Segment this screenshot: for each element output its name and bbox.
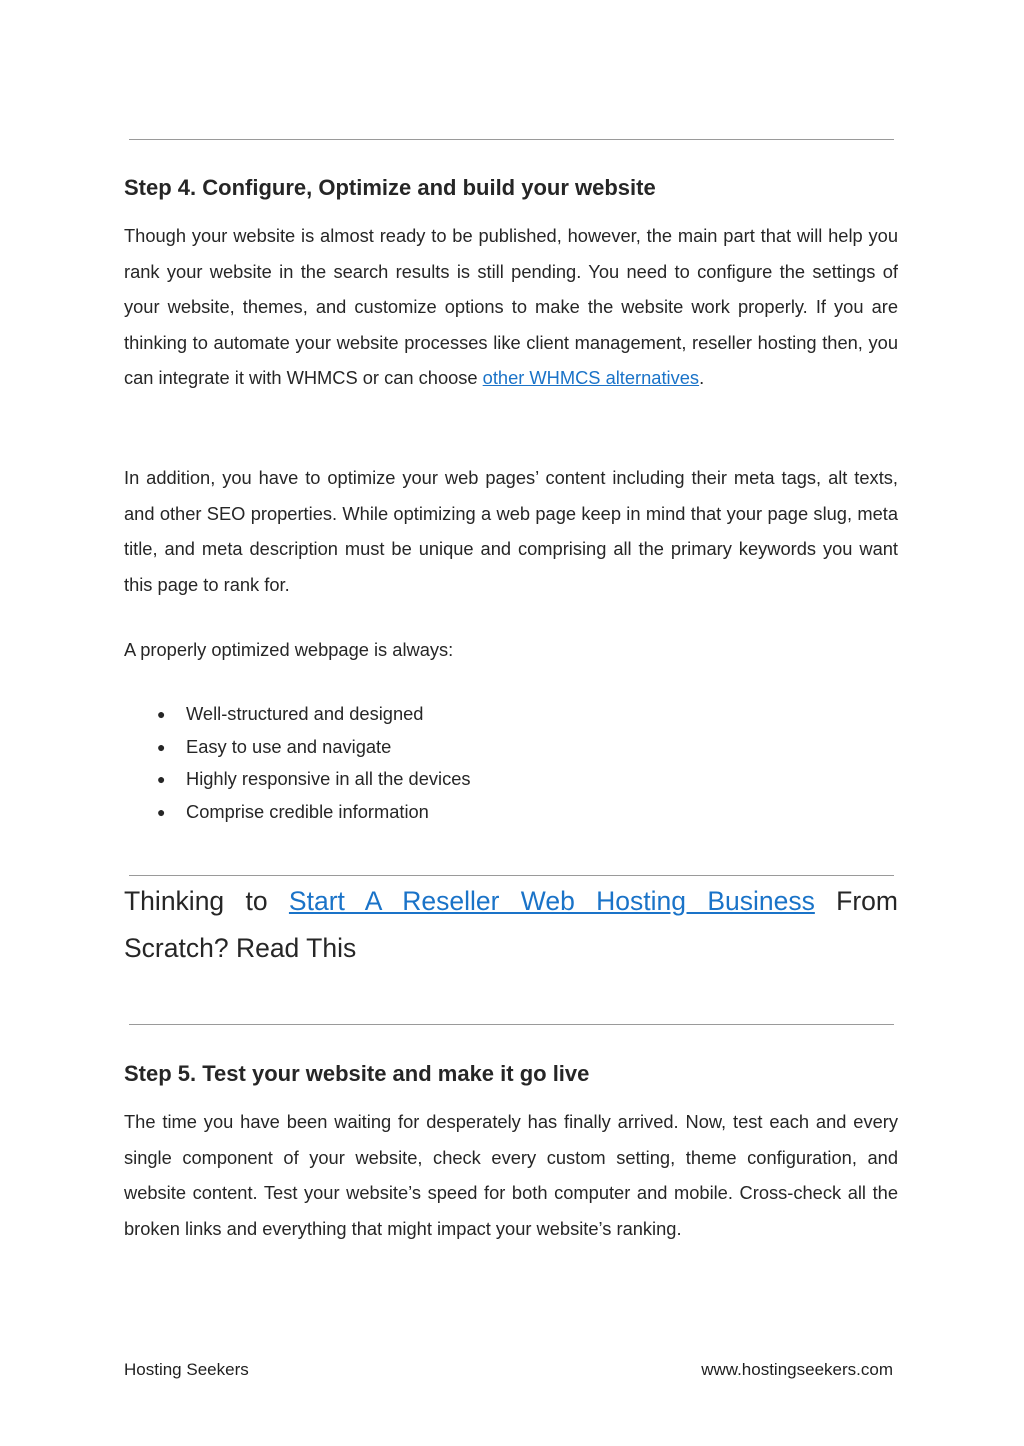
footer-brand: Hosting Seekers <box>124 1360 249 1379</box>
step4-paragraph-1-text: Though your website is almost ready to be published, however, the main part that will help you rank your website in the search results is still pending. You need to configure the settings of your website, themes, and customize options to make the website work properly. If you are thinking to automate your website processes like client management, reseller hosting then, you can integrate it with WHMCS or can choose <box>124 225 898 388</box>
footer-url: www.hostingseekers.com <box>701 1360 893 1379</box>
list-item <box>124 698 471 731</box>
list-item <box>124 763 471 796</box>
step5-paragraph: The time you have been waiting for desperately has finally arrived. Now, test each and every single component of your website, check every custom setting, theme configuration, and website content. Test your website’s speed for both computer and mobile. Cross-check all the broken links and everything that might impact your website’s ranking. <box>124 1111 898 1239</box>
optimized-webpage-list <box>124 698 471 828</box>
step4-paragraph-1-end: . <box>699 367 705 388</box>
list-item <box>124 796 471 829</box>
divider-callout-top <box>129 875 894 876</box>
step4-paragraph-2: In addition, you have to optimize your web pages’ content including their meta tags, alt texts, and other SEO properties. While optimizing a web page keep in mind that your page slug, meta title, and meta description must be unique and comprising all the primary keywords you want this page to rank for. <box>124 467 898 595</box>
step4-paragraph-3: A properly optimized webpage is always: <box>124 639 454 660</box>
list-item <box>124 731 471 764</box>
bullet-icon: ● <box>157 738 166 755</box>
list-item-text: Well-structured and designed <box>186 703 424 724</box>
list-item-text: Easy to use and navigate <box>186 735 392 757</box>
step5-heading: Step 5. Test your website and make it go live <box>124 1061 590 1086</box>
list-item-text: Highly responsive in all the devices <box>186 768 471 789</box>
reseller-callout <box>124 878 898 972</box>
list-item-text: Comprise credible information <box>186 800 429 822</box>
callout-prefix: Thinking to <box>124 886 289 916</box>
divider-top <box>129 139 894 140</box>
bullet-icon: ● <box>157 803 166 820</box>
whmcs-alternatives-link[interactable]: other WHMCS alternatives <box>482 367 700 388</box>
reseller-business-link[interactable]: Start A Reseller Web Hosting Business <box>288 886 815 916</box>
bullet-icon: ● <box>157 706 166 722</box>
bullet-icon: ● <box>157 771 166 787</box>
step4-paragraph-1 <box>124 218 898 396</box>
callout-suffix: From Scratch? Read This <box>124 886 898 963</box>
divider-callout-bottom <box>129 1024 894 1025</box>
step4-heading: Step 4. Configure, Optimize and build your website <box>124 175 656 200</box>
